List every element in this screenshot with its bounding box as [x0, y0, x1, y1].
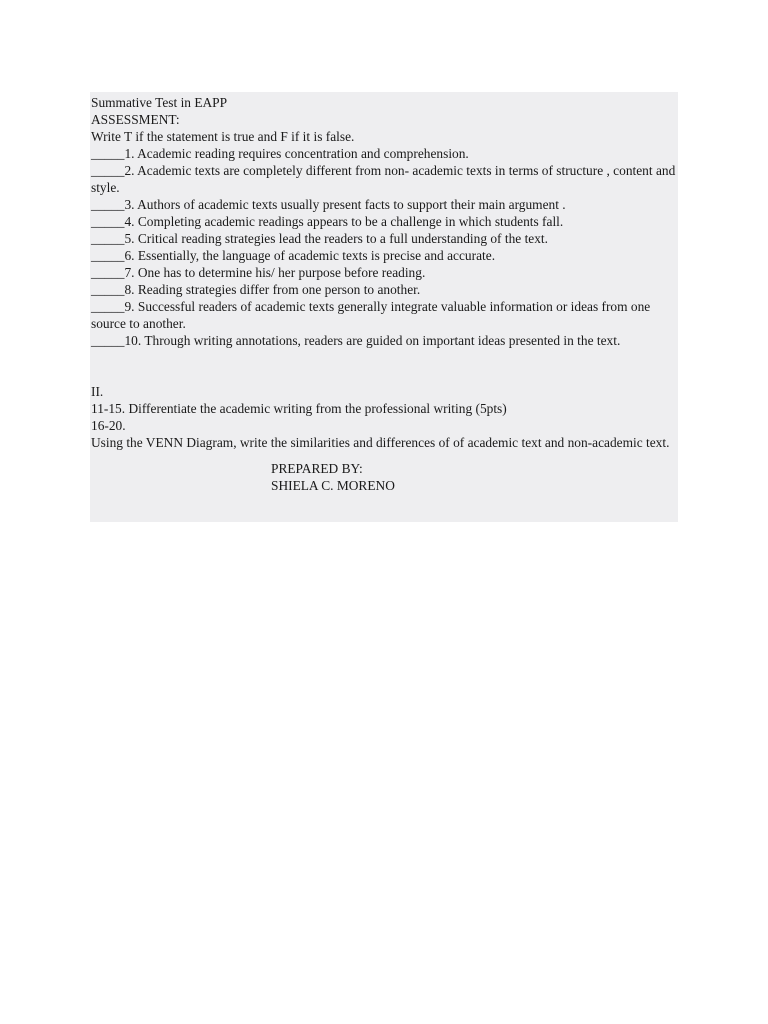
test-item-2: _____2. Academic texts are completely different from non- academic texts in terms of structure , content and style.: [91, 163, 679, 195]
test-item-9: _____9. Successful readers of academic texts generally integrate valuable information or ideas from one source to another.: [91, 299, 654, 331]
part-two-item-16-20-text: Using the VENN Diagram, write the similarities and differences of of academic text and non-academic text.: [91, 435, 670, 450]
test-item-8: _____8. Reading strategies differ from one person to another.: [91, 282, 421, 297]
prepared-by-name: SHIELA C. MORENO: [271, 478, 395, 493]
document-title: Summative Test in EAPP: [91, 95, 228, 110]
instructions: Write T if the statement is true and F if it is false.: [91, 129, 355, 144]
section-label: ASSESSMENT:: [91, 112, 180, 127]
test-item-10: _____10. Through writing annotations, readers are guided on important ideas presented in the text.: [91, 333, 621, 348]
test-item-7: _____7. One has to determine his/ her purpose before reading.: [91, 265, 426, 280]
part-two-label: II.: [91, 384, 104, 399]
test-item-4: _____4. Completing academic readings appears to be a challenge in which students fall.: [91, 214, 564, 229]
spacer: [91, 451, 678, 460]
test-item-1: _____1. Academic reading requires concentration and comprehension.: [91, 146, 469, 161]
prepared-by-label: PREPARED BY:: [271, 461, 363, 476]
spacer: [91, 349, 678, 366]
test-item-6: _____6. Essentially, the language of academic texts is precise and accurate.: [91, 248, 496, 263]
part-two-item-11-15: 11-15. Differentiate the academic writing from the professional writing (5pts): [91, 401, 507, 416]
test-item-3: _____3. Authors of academic texts usually present facts to support their main argument .: [91, 197, 566, 212]
spacer: [91, 366, 678, 383]
part-two-item-16-20-label: 16-20.: [91, 418, 126, 433]
test-item-5: _____5. Critical reading strategies lead the readers to a full understanding of the text.: [91, 231, 548, 246]
document-page: [90, 92, 678, 522]
